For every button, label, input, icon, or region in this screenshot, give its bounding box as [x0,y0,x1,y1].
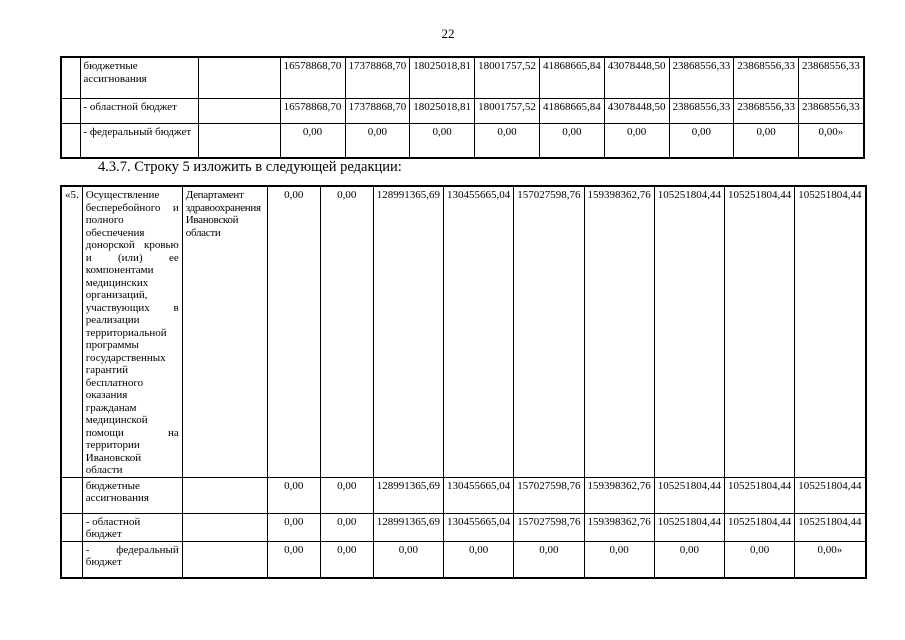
row-label-cell: - федеральный бюджет [80,123,198,158]
row-label-cell: - областной бюджет [82,513,182,541]
value-cell: 0,00 [267,186,320,477]
value-cell: 18025018,81 [410,57,475,98]
value-cell: 16578868,70 [280,57,345,98]
value-cell: 105251804,44 [795,513,866,541]
amendment-paragraph: 4.3.7. Строку 5 изложить в следующей редакции: [98,159,402,175]
value-cell: 0,00 [320,541,373,578]
row-label-cell: бюджетные ассигнования [82,477,182,513]
table-row [61,98,864,123]
value-cell: 0,00 [444,541,514,578]
value-cell: 43078448,50 [604,57,669,98]
row-number-cell [61,123,80,158]
table-row [61,57,864,98]
row-number-cell: «5. [61,186,82,477]
value-cell: 128991365,69 [373,513,443,541]
value-cell: 41868665,84 [540,57,605,98]
value-cell: 0,00» [795,541,866,578]
table-row [61,513,866,541]
value-cell: 0,00 [514,541,584,578]
value-cell: 157027598,76 [514,513,584,541]
executor-cell: Департамент здравоохранения Ивановской области [182,186,267,477]
value-cell: 105251804,44 [795,186,866,477]
value-cell: 43078448,50 [604,98,669,123]
value-cell: 105251804,44 [654,186,724,477]
value-cell: 0,00 [345,123,410,158]
executor-cell [182,513,267,541]
budget-table-line5 [60,185,867,579]
value-cell: 105251804,44 [795,477,866,513]
value-cell: 130455665,04 [444,477,514,513]
executor-cell [198,98,280,123]
value-cell: 0,00 [540,123,605,158]
value-cell: 0,00» [799,123,864,158]
row-number-cell [61,541,82,578]
executor-cell [182,477,267,513]
table-row [61,541,866,578]
page-number: 22 [441,26,455,41]
value-cell: 0,00 [734,123,799,158]
value-cell: 0,00 [280,123,345,158]
value-cell: 0,00 [604,123,669,158]
value-cell: 23868556,33 [799,98,864,123]
row-number-cell [61,98,80,123]
value-cell: 105251804,44 [725,477,795,513]
row-label-cell: - областной бюджет [80,98,198,123]
value-cell: 23868556,33 [669,57,734,98]
value-cell: 18025018,81 [410,98,475,123]
value-cell: 105251804,44 [654,477,724,513]
value-cell: 128991365,69 [373,186,443,477]
value-cell: 16578868,70 [280,98,345,123]
value-cell: 23868556,33 [799,57,864,98]
executor-cell [182,541,267,578]
executor-cell [198,123,280,158]
executor-cell [198,57,280,98]
row-number-cell [61,57,80,98]
row-number-cell [61,477,82,513]
value-cell: 0,00 [373,541,443,578]
value-cell: 0,00 [475,123,540,158]
value-cell: 157027598,76 [514,186,584,477]
value-cell: 128991365,69 [373,477,443,513]
value-cell: 0,00 [410,123,475,158]
value-cell: 23868556,33 [734,98,799,123]
row-number-cell [61,513,82,541]
value-cell: 0,00 [320,186,373,477]
row-label-cell: Осуществление бесперебойного и полного обеспечения донорской кровью и (или) ее компонентами медицинских организаций, участвующих в реализации территориальной программы государственных гарантий бесплатного оказания гражданам медицинской помощи на территории Ивановской области [82,186,182,477]
table-row [61,477,866,513]
value-cell: 0,00 [320,513,373,541]
value-cell: 0,00 [669,123,734,158]
value-cell: 18001757,52 [475,57,540,98]
budget-table-top [60,56,865,159]
value-cell: 0,00 [654,541,724,578]
value-cell: 157027598,76 [514,477,584,513]
value-cell: 0,00 [267,477,320,513]
value-cell: 41868665,84 [540,98,605,123]
value-cell: 0,00 [320,477,373,513]
value-cell: 105251804,44 [725,513,795,541]
value-cell: 17378868,70 [345,57,410,98]
value-cell: 0,00 [267,513,320,541]
row-label-cell: - федеральный бюджет [82,541,182,578]
value-cell: 159398362,76 [584,513,654,541]
value-cell: 18001757,52 [475,98,540,123]
value-cell: 130455665,04 [444,186,514,477]
value-cell: 0,00 [267,541,320,578]
value-cell: 130455665,04 [444,513,514,541]
value-cell: 23868556,33 [734,57,799,98]
value-cell: 23868556,33 [669,98,734,123]
table-row [61,123,864,158]
value-cell: 0,00 [584,541,654,578]
value-cell: 159398362,76 [584,477,654,513]
row-label-cell: бюджетные ассигнования [80,57,198,98]
table-row [61,186,866,477]
value-cell: 0,00 [725,541,795,578]
value-cell: 105251804,44 [725,186,795,477]
value-cell: 159398362,76 [584,186,654,477]
value-cell: 105251804,44 [654,513,724,541]
value-cell: 17378868,70 [345,98,410,123]
